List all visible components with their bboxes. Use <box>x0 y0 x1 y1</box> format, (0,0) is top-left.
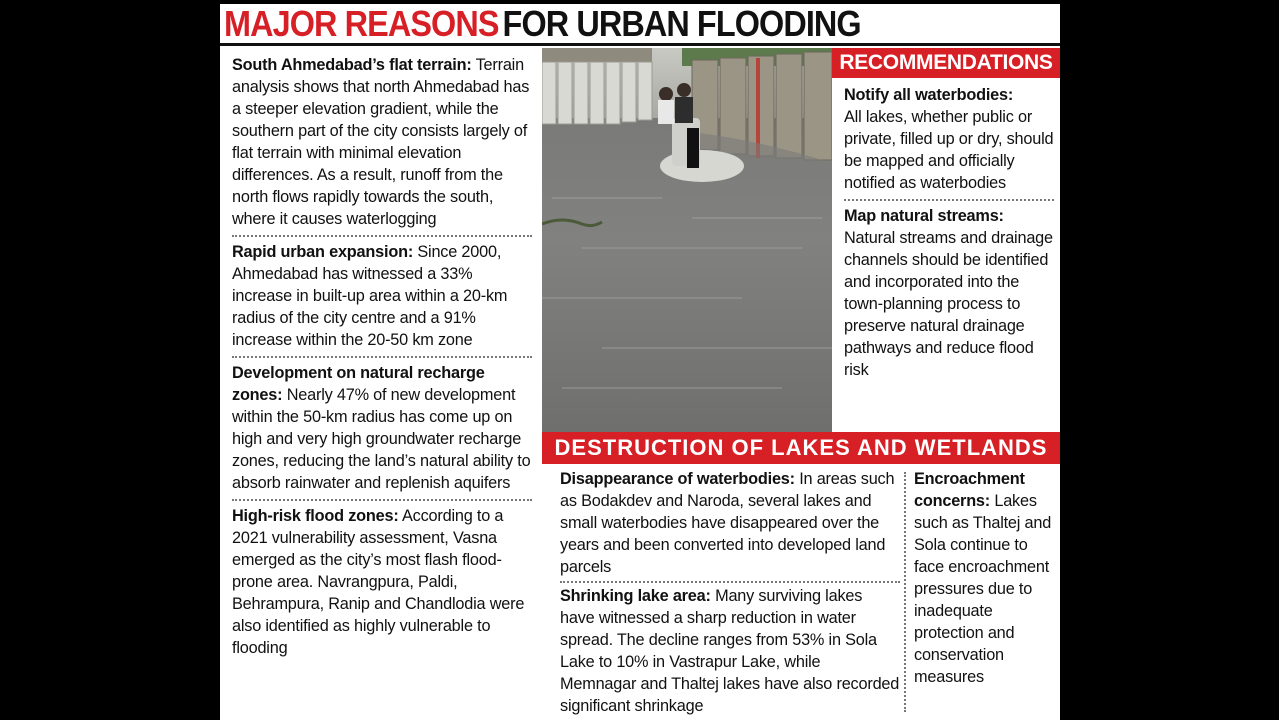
reason-text: Terrain analysis shows that north Ahmedabad has a steeper elevation gradient, while the southern part of the city consists largely of flat terrain with minimal elevation differences. As a result, runoff from the north flows rapidly towards the south, where it causes waterlogging <box>232 56 530 228</box>
destruction-text: In areas such as Bodakdev and Naroda, several lakes and small waterbodies have disappeared over the years and been converted into developed land parcels <box>560 470 895 576</box>
recommendation-heading: Notify all waterbodies: <box>844 86 1014 104</box>
reason-heading: High-risk flood zones: <box>232 507 399 525</box>
infographic-panel <box>220 4 1060 720</box>
divider <box>232 235 532 237</box>
recommendations-header: RECOMMENDATIONS <box>832 48 1060 78</box>
headline-black: FOR URBAN FLOODING <box>502 4 861 44</box>
destruction-item <box>560 468 900 578</box>
reason-flood-zones <box>232 505 532 659</box>
reason-heading: Rapid urban expansion: <box>232 243 414 261</box>
destruction-left-column <box>560 468 900 717</box>
flooded-street-illustration <box>542 48 832 434</box>
recommendation-heading: Map natural streams: <box>844 207 1004 225</box>
destruction-right-column <box>914 468 1054 688</box>
destruction-item <box>914 468 1054 688</box>
reason-recharge-zones <box>232 362 532 494</box>
reason-flat-terrain <box>232 54 532 230</box>
column-divider <box>904 472 906 712</box>
destruction-text: Lakes such as Thaltej and Sola continue to face encroachment pressures due to inadequate protection and conservation measures <box>914 492 1052 686</box>
destruction-item <box>560 585 900 717</box>
flood-photo <box>542 48 832 434</box>
recommendations-body <box>844 84 1054 381</box>
recommendations-section <box>832 48 1060 434</box>
recommendation-item <box>844 205 1054 381</box>
destruction-heading: Disappearance of waterbodies: <box>560 470 795 488</box>
reason-urban-expansion <box>232 241 532 351</box>
destruction-heading: Shrinking lake area: <box>560 587 711 605</box>
reason-text: According to a 2021 vulnerability assessment, Vasna emerged as the city’s most flash flood-prone area. Navrangpura, Paldi, Behrampura, Ranip and Chandlodia were also identified as highly vulnerable to flooding <box>232 507 525 657</box>
reason-text: Nearly 47% of new development within the 50-km radius has come up on high and very high groundwater recharge zones, reducing the land’s natural ability to absorb rainwater and replenish aquifers <box>232 386 531 492</box>
divider <box>232 499 532 501</box>
headline <box>220 4 1060 46</box>
divider <box>844 199 1054 201</box>
recommendation-text: All lakes, whether public or private, filled up or dry, should be mapped and officially notified as waterbodies <box>844 108 1054 192</box>
headline-red: MAJOR REASONS <box>224 4 499 44</box>
recommendation-text: Natural streams and drainage channels should be identified and incorporated into the town-planning process to preserve natural drainage pathways and reduce flood risk <box>844 229 1053 379</box>
divider <box>232 356 532 358</box>
recommendation-item <box>844 84 1054 194</box>
divider <box>560 581 900 583</box>
reason-heading: Development on natural recharge zones: <box>232 364 485 404</box>
reason-heading: South Ahmedabad’s flat terrain: <box>232 56 472 74</box>
destruction-text: Many surviving lakes have witnessed a sharp reduction in water spread. The decline ranges from 53% in Sola Lake to 10% in Vastrapur Lake, while Memnagar and Thaltej lakes have also recorded significant shrinkage <box>560 587 900 715</box>
reason-text: Since 2000, Ahmedabad has witnessed a 33% increase in built-up area within a 20-km radius of the city centre and a 91% increase within the 20-50 km zone <box>232 243 508 349</box>
reasons-column <box>220 48 542 720</box>
destruction-header: DESTRUCTION OF LAKES AND WETLANDS <box>542 432 1060 464</box>
destruction-heading: Encroachment concerns: <box>914 470 1025 510</box>
